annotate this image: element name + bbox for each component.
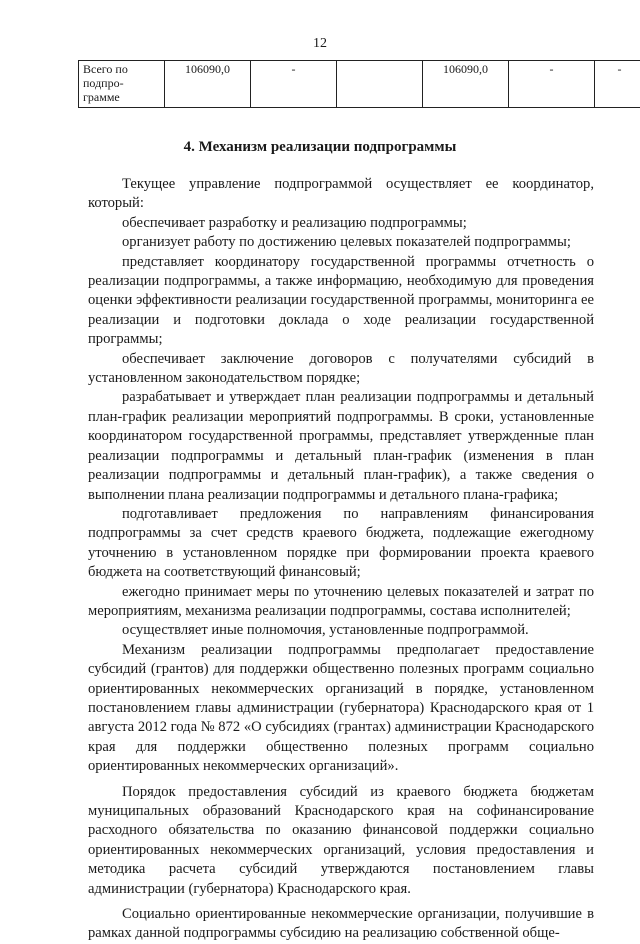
- paragraph: разрабатывает и утверждает план реализации подпрограммы и детальный план-график реализации мероприятий подпрограммы. В сроки, установленные координатором государственной программы, представляет утвержденные план реализации подпрограммы и детальный план-график (изменения в план реализации подпрограммы и детальный план-график), а также сведения о выполнении плана реализации подпрограммы и детального плана-графика;: [88, 388, 594, 504]
- paragraph: Социально ориентированные некоммерческие организации, получившие в рамках данной подпрограммы субсидию на реализацию собственной обще-: [88, 905, 594, 944]
- budget-table: [78, 60, 640, 108]
- paragraph: представляет координатору государственной программы отчетность о реализации подпрограммы, а также информацию, необходимую для проведения оценки эффективности реализации государственной программы, мониторинга ее реализации и подготовки доклада о ходе реализации государственной программы;: [88, 253, 594, 350]
- table-row: [79, 61, 640, 108]
- table-cell: 106090,0: [165, 61, 251, 108]
- table-cell: -: [595, 61, 640, 108]
- paragraph: обеспечивает разработку и реализацию подпрограммы;: [88, 214, 594, 233]
- paragraph: ежегодно принимает меры по уточнению целевых показателей и затрат по мероприятиям, механизма реализации подпрограммы, состава исполнителей;: [88, 583, 594, 622]
- paragraph: Порядок предоставления субсидий из краевого бюджета бюджетам муниципальных образований Краснодарского края на софинансирование расходного обязательства по оказанию финансовой поддержки социально ориентированных некоммерческих организаций, условия предоставления и методика расчета субсидий утверждаются постановлением главы администрации (губернатора) Краснодарского края.: [88, 783, 594, 899]
- paragraph: обеспечивает заключение договоров с получателями субсидий в установленном законодательством порядке;: [88, 350, 594, 389]
- paragraph: осуществляет иные полномочия, установленные подпрограммой.: [88, 621, 594, 640]
- paragraph: Текущее управление подпрограммой осуществляет ее координатор, который:: [88, 175, 594, 214]
- paragraph: подготавливает предложения по направлениям финансирования подпрограммы за счет средств краевого бюджета, подлежащие ежегодному уточнению в установленном порядке при формировании проекта краевого бюджета на соответствующий финансовый;: [88, 505, 594, 583]
- table-cell: 106090,0: [423, 61, 509, 108]
- body-text: [88, 175, 594, 944]
- table-cell: [337, 61, 423, 108]
- section-title: 4. Механизм реализации подпрограммы: [0, 139, 640, 156]
- page-number: 12: [0, 36, 640, 52]
- table-cell: -: [251, 61, 337, 108]
- table-cell-label: Всего по подпро-грамме: [79, 61, 165, 108]
- paragraph: организует работу по достижению целевых показателей подпрограммы;: [88, 233, 594, 252]
- table-cell: -: [509, 61, 595, 108]
- paragraph: Механизм реализации подпрограммы предполагает предоставление субсидий (грантов) для поддержки общественно полезных программ социально ориентированных некоммерческих организаций в порядке, установленном постановлением главы администрации (губернатора) Краснодарского края от 1 августа 2012 года № 872 «О субсидиях (грантах) администрации Краснодарского края для поддержки общественно полезных программ социально ориентированных некоммерческих организаций».: [88, 641, 594, 777]
